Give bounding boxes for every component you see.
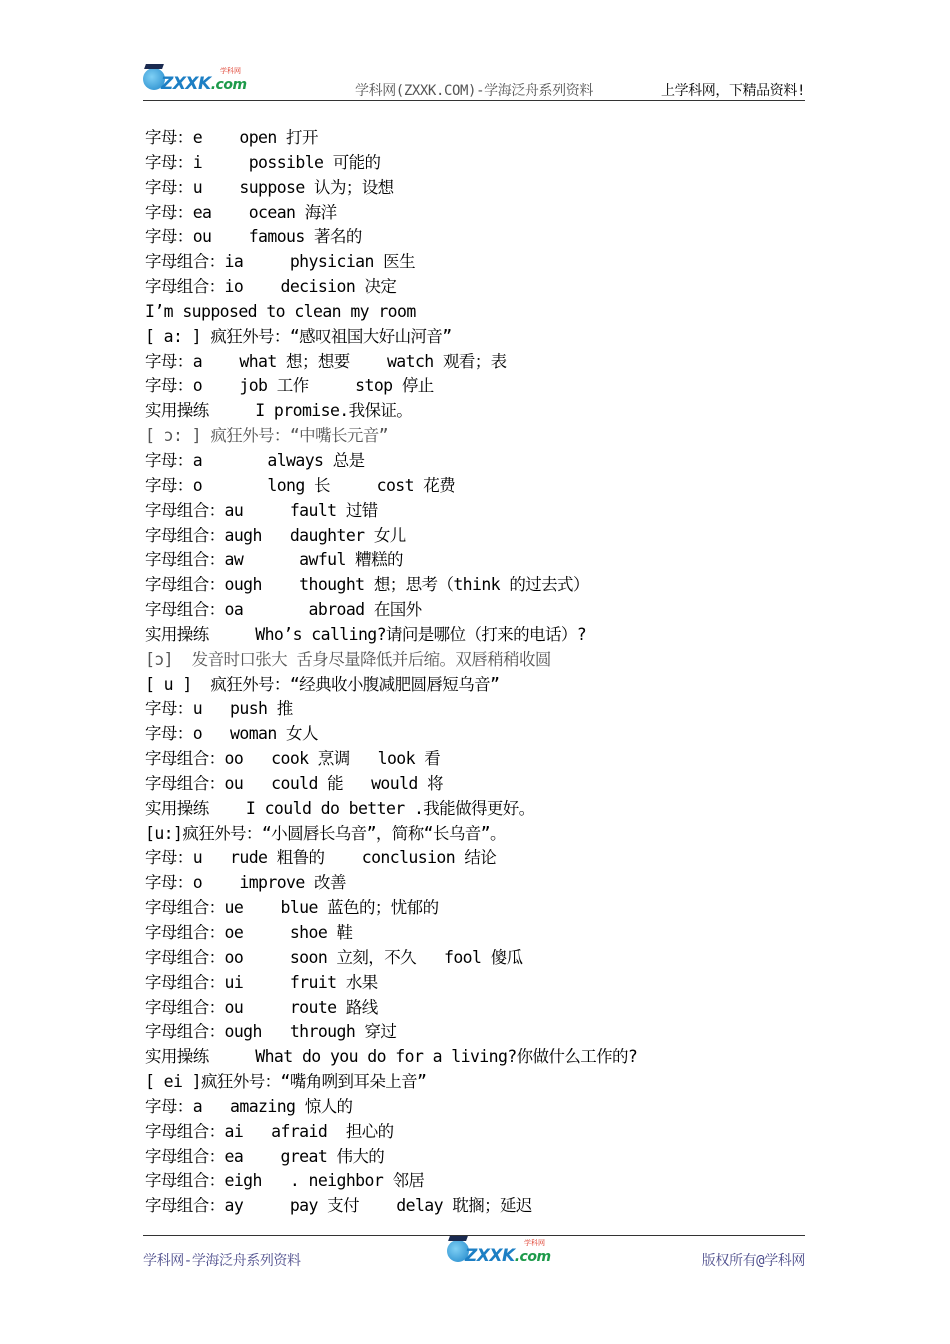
text-line: 字母组合：oo soon 立刻，不久 fool 傻瓜 <box>145 947 523 967</box>
text-line: 字母：a amazing 惊人的 <box>145 1096 353 1116</box>
text-line: 实用操练 I could do better .我能做得更好。 <box>145 798 535 818</box>
footer-left-text: 学科网-学海泛舟系列资料 <box>143 1253 301 1269</box>
footer-divider <box>143 1235 805 1236</box>
text-line: 字母组合：ay pay 支付 delay 耽搁；延迟 <box>145 1196 532 1216</box>
text-line: 实用操练 What do you do for a living?你做什么工作的? <box>145 1047 638 1067</box>
text-line: 字母：i possible 可能的 <box>145 152 381 172</box>
text-line: [ɔ] 发音时口张大 舌身尽量降低并后缩。双唇稍稍收圆 <box>145 649 551 669</box>
text-line: 字母组合：ou could 能 would 将 <box>145 773 443 793</box>
text-line: [ a: ] 疯狂外号：“感叹祖国大好山河音” <box>145 326 452 346</box>
text-line: 字母组合：ough thought 想；思考（think 的过去式） <box>145 575 589 595</box>
text-line: 字母组合：au fault 过错 <box>145 500 378 520</box>
text-line: 字母：o improve 改善 <box>145 873 346 893</box>
text-line: 字母：u suppose 认为；设想 <box>145 177 394 197</box>
text-line: 字母组合：ou route 路线 <box>145 997 378 1017</box>
text-line: 字母：o woman 女人 <box>145 724 318 744</box>
text-line: 字母组合：ia physician 医生 <box>145 252 415 272</box>
text-line: [u:]疯狂外号：“小圆唇长乌音”，简称“长乌音”。 <box>145 823 506 843</box>
text-line: 实用操练 Who’s calling?请问是哪位（打来的电话）? <box>145 624 587 644</box>
header-divider <box>143 100 805 101</box>
text-line: 字母组合：io decision 决定 <box>145 277 397 297</box>
text-line: 字母：u push 推 <box>145 699 293 719</box>
text-line: 字母：o job 工作 stop 停止 <box>145 376 434 396</box>
text-line: 字母：e open 打开 <box>145 128 318 147</box>
text-line: 字母组合：augh daughter 女儿 <box>145 525 406 545</box>
text-line: 字母组合：ui fruit 水果 <box>145 972 378 992</box>
text-line: 字母组合：aw awful 糟糕的 <box>145 550 403 570</box>
text-line: 字母：u rude 粗鲁的 conclusion 结论 <box>145 848 497 868</box>
text-line: 字母：ea ocean 海洋 <box>145 202 337 222</box>
text-line: 字母组合：oe shoe 鞋 <box>145 923 353 942</box>
text-line: [ u ] 疯狂外号：“经典收小腹减肥圆唇短乌音” <box>145 674 500 694</box>
footer-zxxk-logo: ZXXK.com 学科网 <box>447 1240 552 1270</box>
text-line: 字母组合：ough through 穿过 <box>145 1022 397 1042</box>
document-body <box>145 126 805 1219</box>
text-line: 字母组合：ea great 伟大的 <box>145 1146 385 1166</box>
header-title: 学科网(ZXXK.COM)-学海泛舟系列资料 <box>355 83 593 99</box>
page-header <box>143 66 805 102</box>
text-line: 字母：ou famous 著名的 <box>145 227 362 247</box>
text-line: 字母组合：ai afraid 担心的 <box>145 1121 394 1141</box>
footer-copyright: 版权所有@学科网 <box>701 1253 805 1269</box>
text-line: [ ei ]疯狂外号：“嘴角咧到耳朵上音” <box>145 1072 427 1092</box>
text-line: 字母组合：ue blue 蓝色的；忧郁的 <box>145 898 439 918</box>
text-line: 字母：a what 想；想要 watch 观看；表 <box>145 351 507 371</box>
text-line: 字母组合：oa abroad 在国外 <box>145 600 422 620</box>
text-line: 字母：a always 总是 <box>145 450 365 470</box>
text-line: I’m supposed to clean my room <box>145 301 416 321</box>
text-line: 字母组合：eigh . neighbor 邻居 <box>145 1171 425 1191</box>
text-line: 字母：o long 长 cost 花费 <box>145 475 456 495</box>
text-line: [ ɔ: ] 疯狂外号：“中嘴长元音” <box>145 426 389 446</box>
header-slogan: 上学科网，下精品资料! <box>660 83 805 99</box>
text-line: 实用操练 I promise.我保证。 <box>145 401 413 421</box>
zxxk-logo: ZXXK.com 学科网 <box>143 68 248 98</box>
text-line: 字母组合：oo cook 烹调 look 看 <box>145 749 441 769</box>
